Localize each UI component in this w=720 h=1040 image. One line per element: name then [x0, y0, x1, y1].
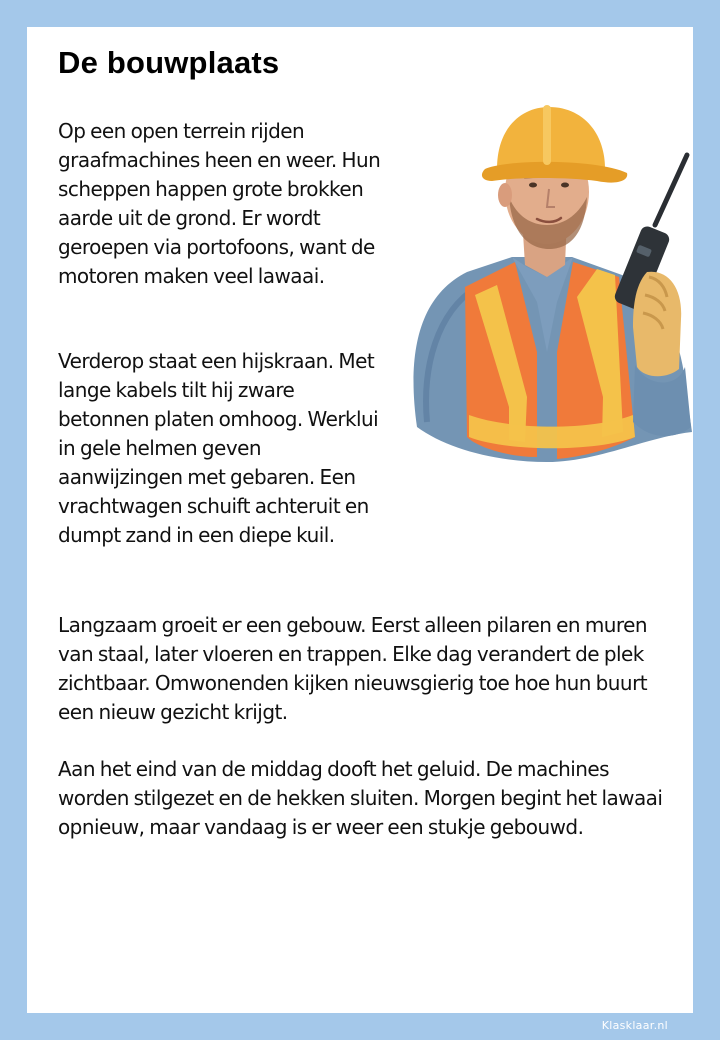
paragraph-3: Langzaam groeit er een gebouw. Eerst alleen pilaren en muren van staal, later vloeren en trappen. Elke dag verandert de plek zichtbaar. Omwonenden kijken nieuwsgierig toe hoe hun buurt een nieuw gezicht krijgt. [58, 613, 648, 724]
paragraph-1: Op een open terrein rijden graafmachines heen en weer. Hun scheppen happen grote brokken aarde uit de grond. Er wordt geroepen via portofoons, want de motoren maken veel lawaai. [58, 119, 381, 288]
paragraph-4: Aan het eind van de middag dooft het geluid. De machines worden stilgezet en de hekken sluiten. Morgen begint het lawaai opnieuw, maar vandaag is er weer een stukje gebouwd. [58, 757, 663, 839]
glove-shape [633, 272, 681, 377]
paragraph-2: Verderop staat een hijskraan. Met lange kabels tilt hij zware betonnen platen omhoog. Werklui in gele helmen geven aanwijzingen met gebaren. Een vrachtwagen schuift achteruit en dumpt zand in een diepe kuil. [58, 349, 379, 547]
worksheet-page [27, 27, 693, 1013]
footer-brand: Klasklaar.nl [601, 1019, 668, 1032]
construction-worker-illustration [397, 97, 697, 467]
page-title: De bouwplaats [58, 45, 280, 80]
